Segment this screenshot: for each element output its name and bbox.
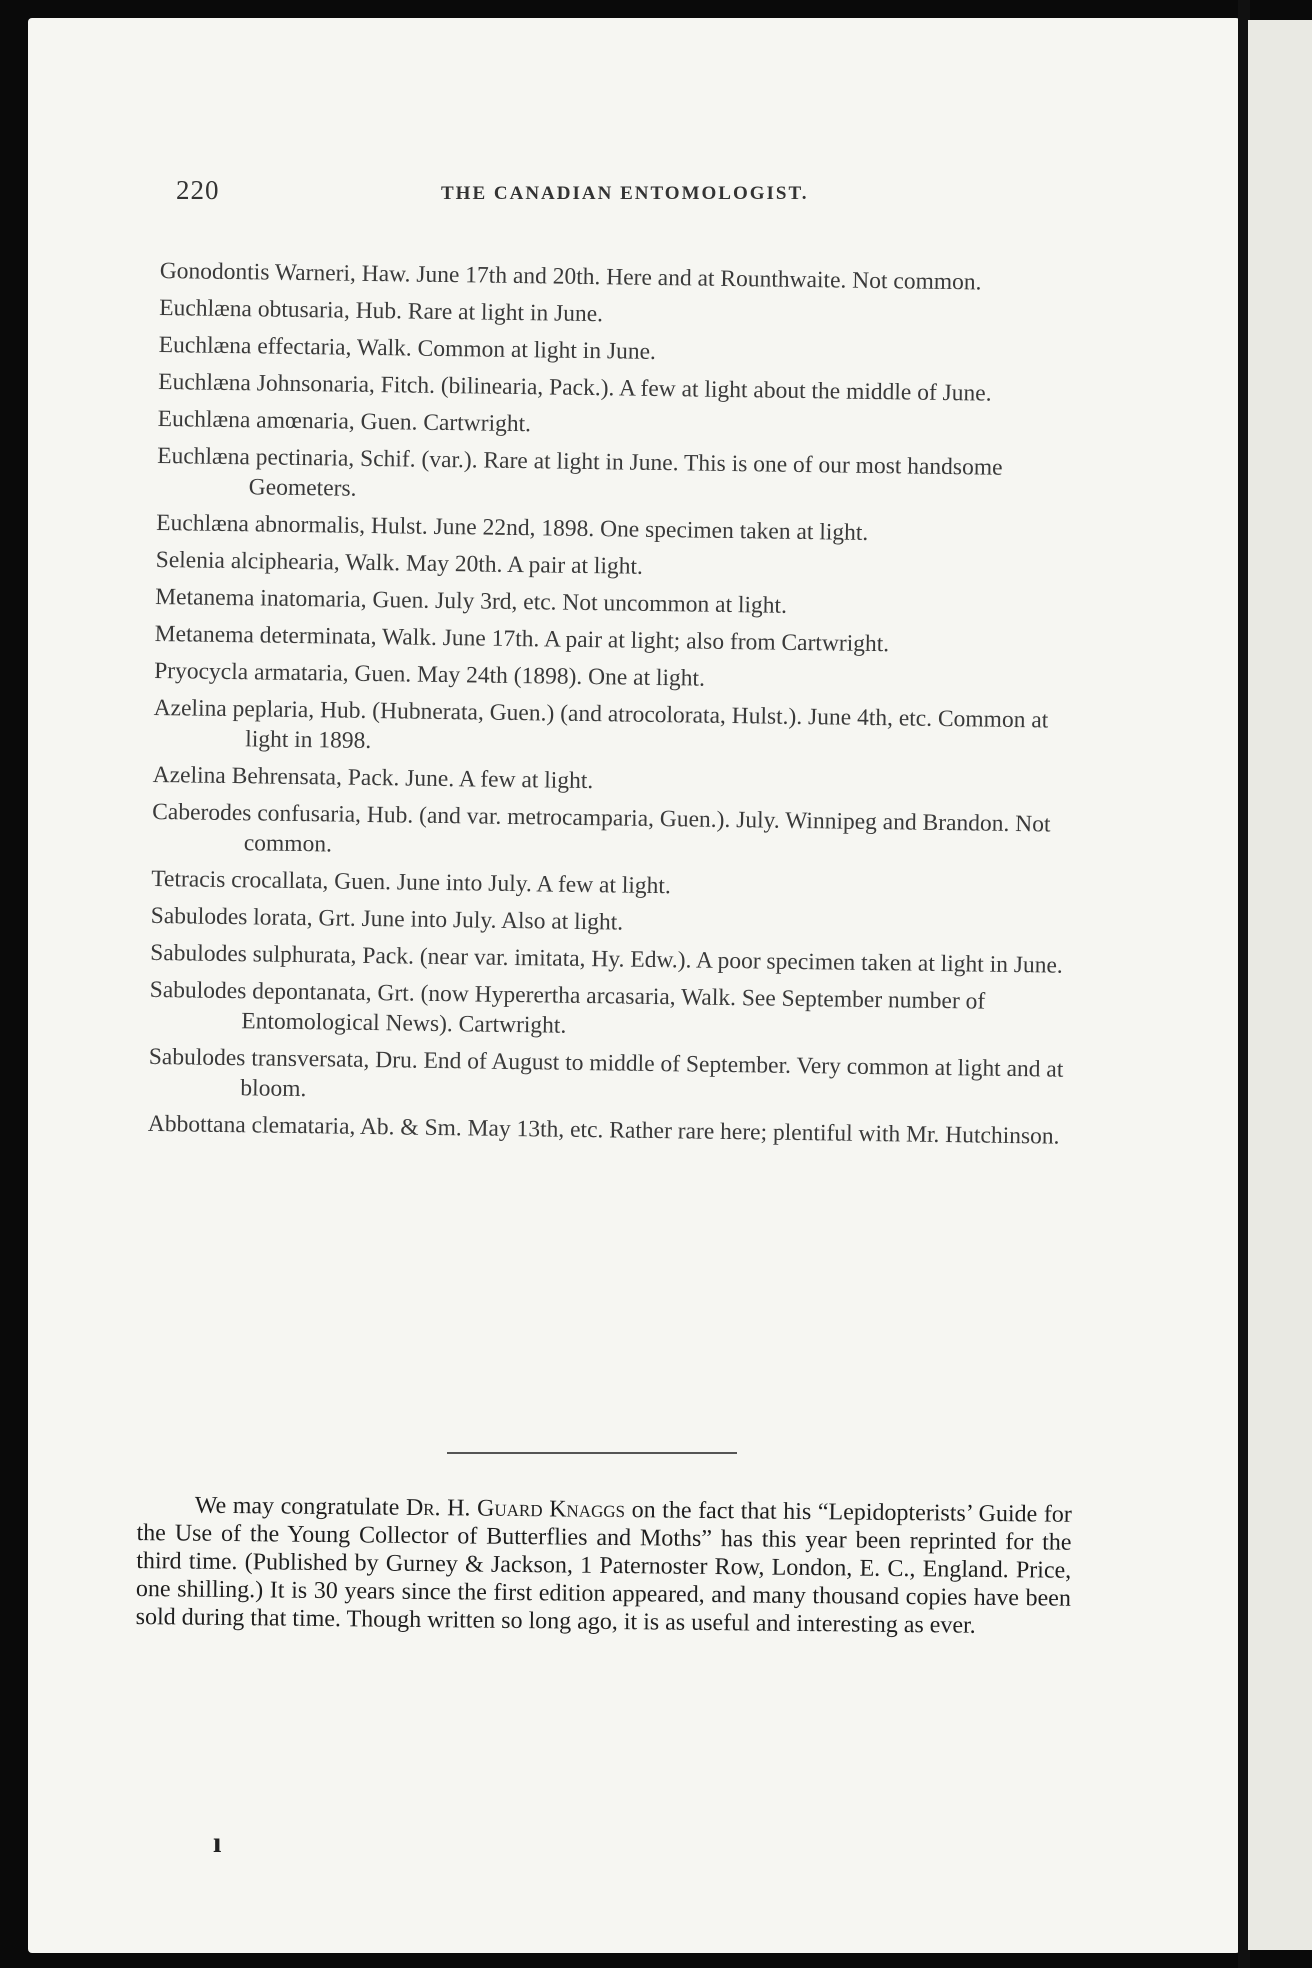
species-entry: Euchlæna Johnsonaria, Fitch. (bilinearia, Pack.). A few at light about the middle of June. (158, 368, 992, 407)
species-entry: Euchlæna pectinaria, Schif. (var.). Rare at light in June. This is one of our most handsome Geometers. (157, 442, 1003, 502)
species-entry: Metanema inatomaria, Guen. July 3rd, etc. Not uncommon at light. (155, 583, 788, 619)
species-entry: Caberodes confusaria, Hub. (and var. metrocamparia, Guen.). July. Winnipeg and Brandon. Not common. (152, 798, 1051, 858)
page-number: 220 (176, 175, 220, 205)
footer-mark: ı (213, 1826, 222, 1859)
species-entry: Euchlæna amœnaria, Guen. Cartwright. (157, 405, 532, 438)
species-entry: Euchlæna abnormalis, Hulst. June 22nd, 1898. One specimen taken at light. (156, 509, 869, 546)
species-entry: Euchlæna effectaria, Walk. Common at light in June. (158, 331, 657, 365)
species-entry: Metanema determinata, Walk. June 17th. A pair at light; also from Cartwright. (154, 620, 890, 658)
species-entry: Sabulodes transversata, Dru. End of August to middle of September. Very common at light and at bloom. (148, 1043, 1064, 1103)
page-header (176, 175, 1101, 215)
species-entry: Abbottana clemataria, Ab. & Sm. May 13th, etc. Rather rare here; plentiful with Mr. Hutchinson. (147, 1110, 1060, 1150)
notice-lead: We may congratulate (194, 1492, 400, 1521)
species-entry: Sabulodes lorata, Grt. June into July. Also at light. (150, 902, 624, 936)
species-list (148, 256, 1100, 1159)
running-title: THE CANADIAN ENTOMOLOGIST. (441, 183, 809, 204)
species-entry: Selenia alciphearia, Walk. May 20th. A pair at light. (155, 546, 644, 580)
species-entry: Euchlæna obtusaria, Hub. Rare at light in June. (159, 294, 604, 328)
species-entry: Sabulodes depontanata, Grt. (now Hyperertha arcasaria, Walk. See September number of Entomological News). Cartwright. (149, 976, 986, 1039)
notice-author: Dr. H. Guard Knaggs (405, 1494, 626, 1524)
species-entry: Pryocycla armataria, Guen. May 24th (1898). One at light. (154, 657, 706, 692)
notice-body: on the fact that his “Lepidopterists’ Guide for the Use of the Young Collector of Butterflies and Moths” has this year been reprinted for the third time. (Published by Gurney & Jackson, 1 Paternoster Row, London, E. C., England. Price, one shilling.) It is 30 years since the first edition appeared, and many thousand copies have been sold during that time. Though written so long ago, it is as useful and interesting as ever. (135, 1497, 1072, 1639)
species-entry: Sabulodes sulphurata, Pack. (near var. imitata, Hy. Edw.). A poor specimen taken at light in June. (150, 939, 1063, 979)
section-divider (447, 1452, 737, 1454)
book-notice-paragraph (136, 1491, 1072, 1641)
facing-page-edge (1248, 20, 1312, 1950)
species-entry: Tetracis crocallata, Guen. June into July. A few at light. (151, 865, 671, 900)
species-entry: Gonodontis Warneri, Haw. June 17th and 20th. Here and at Rounthwaite. Not common. (159, 257, 982, 296)
species-entry: Azelina Behrensata, Pack. June. A few at light. (152, 761, 594, 795)
species-entry: Azelina peplaria, Hub. (Hubnerata, Guen.) (and atrocolorata, Hulst.). June 4th, etc. Common at light in 1898. (153, 694, 1049, 754)
